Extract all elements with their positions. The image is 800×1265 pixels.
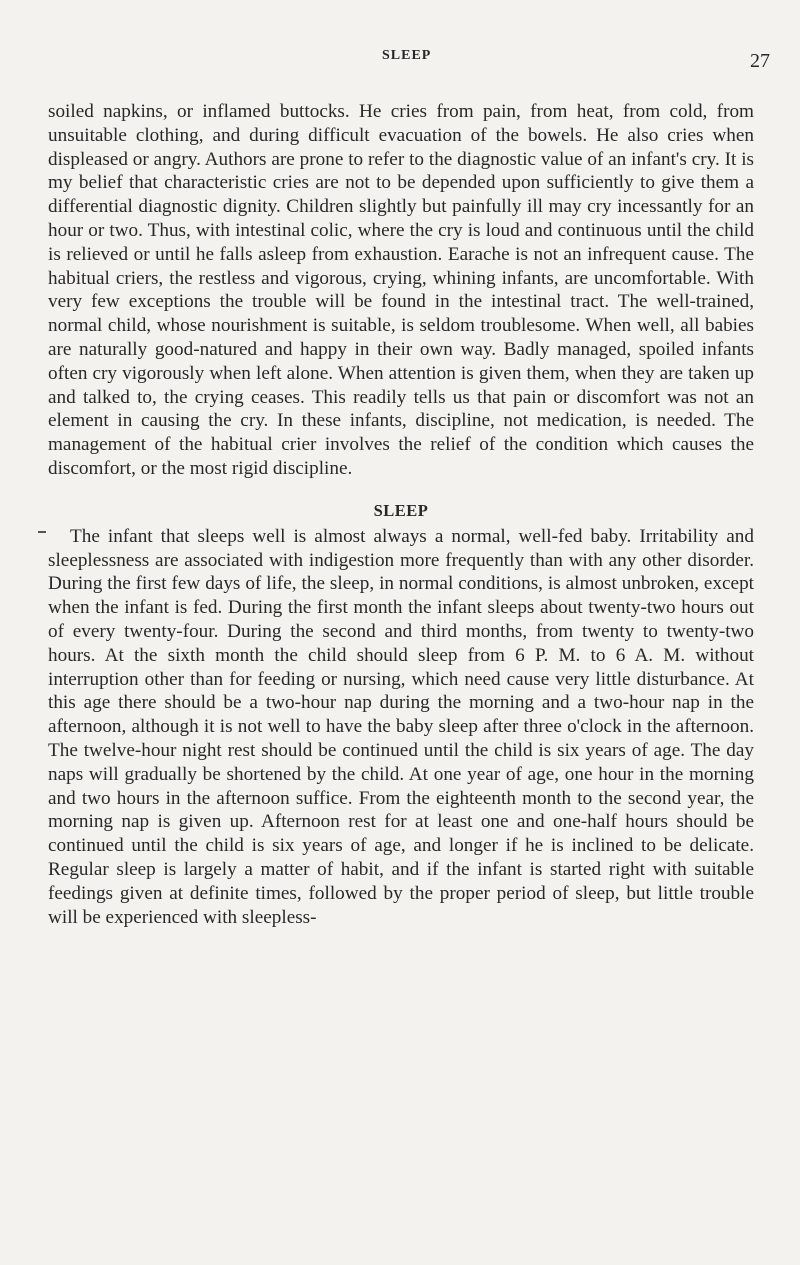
running-head (0, 48, 800, 74)
continued-paragraph: soiled napkins, or inflamed buttocks. He cries from pain, from heat, from cold, from unsuitable clothing, and during difficult evacuation of the bowels. He also cries when displeased or angry. Authors are prone to refer to the diagnostic value of an infant's cry. It is my belief that characteristic cries are not to be depended upon sufficiently to give them a differential diagnostic dignity. Children slightly but painfully ill may cry incessantly for an hour or two. Thus, with intestinal colic, where the cry is loud and continuous until the child is relieved or until he falls asleep from exhaustion. Earache is not an infrequent cause. The habitual criers, the restless and vigorous, crying, whining infants, are uncomfortable. With very few exceptions the trouble will be found in the intestinal tract. The well-trained, normal child, whose nourishment is suitable, is seldom troublesome. When well, all babies are naturally good-natured and happy in their own way. Badly managed, spoiled infants often cry vigorously when left alone. When attention is given them, when they are taken up and talked to, the crying ceases. This readily tells us that pain or discomfort was not an element in causing the cry. In these infants, discipline, not medication, is needed. The management of the habitual crier involves the relief of the condition which causes the discomfort, or the most rigid discipline. (48, 101, 754, 479)
page-body (48, 100, 754, 929)
margin-mark (38, 531, 46, 533)
page-number: 27 (750, 50, 770, 72)
running-title: SLEEP (382, 48, 432, 63)
section-heading: SLEEP (373, 500, 429, 520)
sleep-paragraph: The infant that sleeps well is almost always a normal, well-fed baby. Irritability and sleeplessness are associated with indigestion more frequently than with any other disorder. During the first few days of life, the sleep, in normal conditions, is almost unbroken, except when the infant is fed. During the first month the infant sleeps about twenty-two hours out of every twenty-four. During the second and third months, from twenty to twenty-two hours. At the sixth month the child should sleep from 6 P. M. to 6 A. M. without interruption other than for feeding or nursing, which need cause very little disturbance. At this age there should be a two-hour nap during the morning and a two-hour nap in the afternoon, although it is not well to have the baby sleep after three o'clock in the afternoon. The twelve-hour night rest should be continued until the child is six years of age. The day naps will gradually be shortened by the child. At one year of age, one hour in the morning and two hours in the afternoon suffice. From the eighteenth month to the second year, the morning nap is given up. Afternoon rest for at least one and one-half hours should be continued until the child is six years of age, and longer if he is inclined to be delicate. Regular sleep is largely a matter of habit, and if the infant is started right with suitable feedings given at definite times, followed by the proper period of sleep, but little trouble will be experienced with sleepless- (48, 525, 754, 928)
